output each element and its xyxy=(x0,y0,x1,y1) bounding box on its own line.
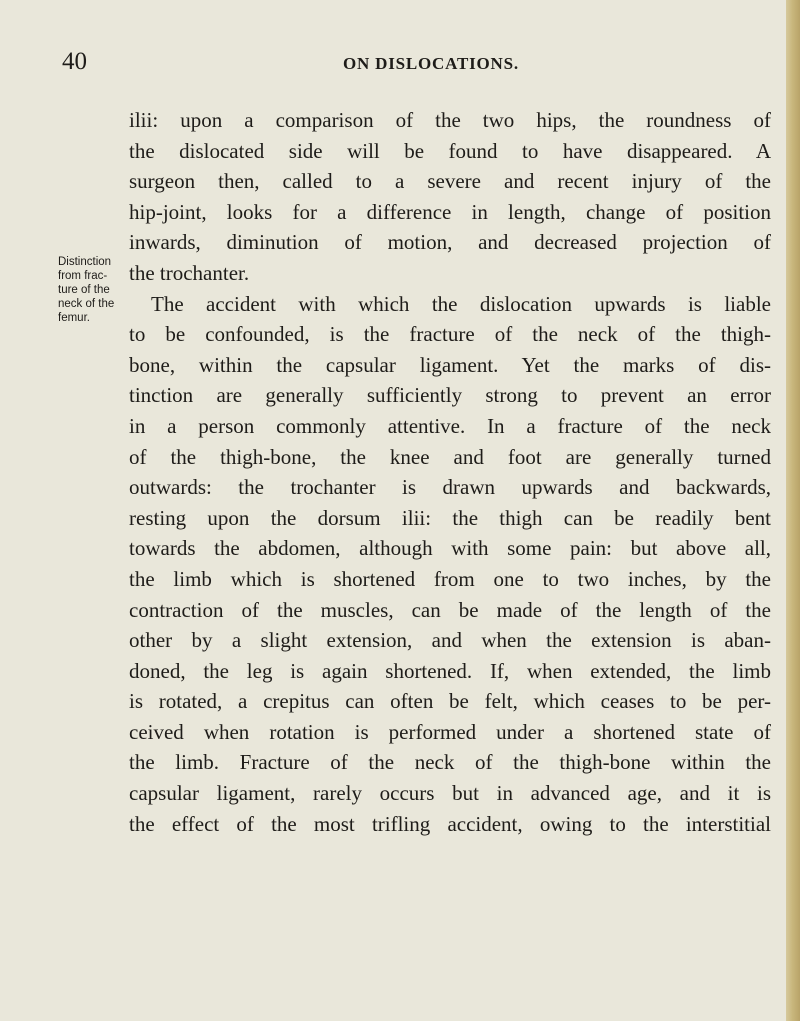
text-line: is rotated, a crepitus can often be felt, which ceases to be per- xyxy=(129,689,771,714)
running-head: ON DISLOCATIONS. xyxy=(343,54,519,73)
text-line: doned, the leg is again shortened. If, when extended, the limb xyxy=(129,658,771,683)
margin-note-line: from frac- xyxy=(58,270,108,282)
text-line: the dislocated side will be found to have disappeared. A xyxy=(129,138,771,163)
text-line: in a person commonly attentive. In a fracture of the neck xyxy=(129,413,771,438)
page-header xyxy=(0,48,786,84)
text-line: the effect of the most trifling accident, owing to the interstitial xyxy=(129,811,771,836)
text-line: capsular ligament, rarely occurs but in advanced age, and it is xyxy=(129,781,771,806)
margin-note-line: Distinction xyxy=(58,256,112,268)
margin-note-line: ture of the xyxy=(58,284,110,296)
text-line: the limb. Fracture of the neck of the thigh-bone within the xyxy=(129,750,771,775)
text-line: tinction are generally sufficiently strong to prevent an error xyxy=(129,383,771,408)
text-line: resting upon the dorsum ilii: the thigh can be readily bent xyxy=(129,505,771,530)
text-line: The accident with which the dislocation upwards is liable xyxy=(151,291,771,316)
page-edge xyxy=(786,0,800,1021)
paragraph xyxy=(129,105,771,289)
body-text xyxy=(129,105,771,839)
margin-note-line: femur. xyxy=(58,312,90,324)
margin-note xyxy=(58,255,120,325)
margin-note-line: neck of the xyxy=(58,298,115,310)
text-line: inwards, diminution of motion, and decreased projection of xyxy=(129,230,771,255)
text-line: ceived when rotation is performed under a shortened state of xyxy=(129,719,771,744)
paragraph xyxy=(129,289,771,840)
text-line: bone, within the capsular ligament. Yet the marks of dis- xyxy=(129,352,771,377)
page-number: 40 xyxy=(62,48,87,75)
text-line: ilii: upon a comparison of the two hips, the roundness of xyxy=(129,108,771,132)
text-line: the limb which is shortened from one to two inches, by the xyxy=(129,566,771,591)
text-line: other by a slight extension, and when the extension is aban- xyxy=(129,628,771,653)
text-line: hip-joint, looks for a difference in length, change of position xyxy=(129,199,771,224)
text-line: of the thigh-bone, the knee and foot are generally turned xyxy=(129,444,771,469)
text-line: outwards: the trochanter is drawn upwards and backwards, xyxy=(129,475,771,500)
text-line: surgeon then, called to a severe and recent injury of the xyxy=(129,169,771,194)
text-line: to be confounded, is the fracture of the neck of the thigh- xyxy=(129,322,771,347)
text-line: contraction of the muscles, can be made of the length of the xyxy=(129,597,771,622)
text-line: the trochanter. xyxy=(129,260,250,285)
text-line: towards the abdomen, although with some pain: but above all, xyxy=(129,536,771,561)
